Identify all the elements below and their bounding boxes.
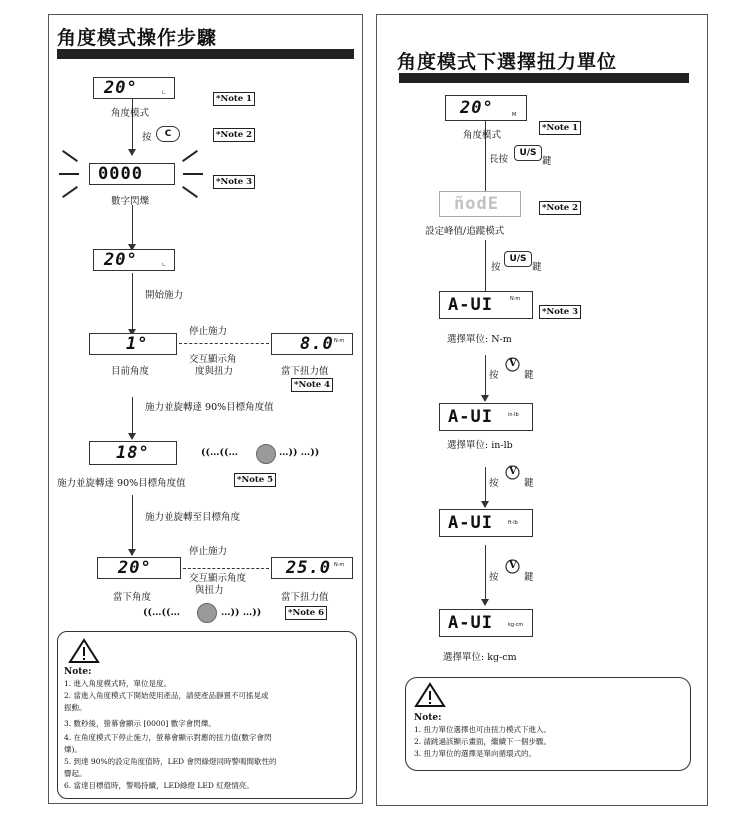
led-light-icon xyxy=(256,444,276,464)
left-panel-angle-mode-steps xyxy=(48,14,363,804)
lcd-digits: 20° xyxy=(118,558,152,578)
note-line: 響起。 xyxy=(64,769,87,778)
right-title: 角度模式下選擇扭力單位 xyxy=(397,51,618,73)
long-press-label: 長按 xyxy=(489,154,509,165)
label-angle-mode: 角度模式 xyxy=(111,108,150,119)
note-line: 1. 扭力單位選擇也可由扭力模式下進入。 xyxy=(414,725,552,734)
flash-ray-icon xyxy=(59,173,79,175)
warning-icon xyxy=(414,682,446,708)
lcd-digits: A-UI xyxy=(448,513,493,533)
flash-ray-icon xyxy=(183,173,203,175)
label-now-angle: 當下角度 xyxy=(113,592,152,603)
lcd-unit-kgcm xyxy=(439,609,533,637)
lcd-unit-inlb xyxy=(439,403,533,431)
note-line: 爍)。 xyxy=(64,745,82,754)
arrow-down-icon xyxy=(128,149,136,156)
lcd-unit: kg·cm xyxy=(508,622,524,628)
label-inlb: 選擇單位: in-lb xyxy=(447,440,513,451)
lcd-digits: 0000 xyxy=(98,164,143,184)
label-flash: 數字閃爍 xyxy=(111,196,150,207)
lcd-digits: 20° xyxy=(460,98,494,118)
lcd-digits: ñodE xyxy=(454,194,499,214)
note-line: 2. 當進入角度模式下開始使用產品，請使產品靜置不可搖晃或 xyxy=(64,691,269,700)
notes-box xyxy=(57,631,357,799)
label-step-90: 施力並旋轉達 90%目標角度值 xyxy=(145,402,274,413)
flash-ray-icon xyxy=(62,150,78,162)
arrow-down-icon xyxy=(128,549,136,556)
lcd-display-flash xyxy=(89,163,175,185)
lcd-digits: A-UI xyxy=(448,613,493,633)
note-line: 3. 數秒後，螢幕會顯示 [0000] 數字會閃爍。 xyxy=(64,719,216,728)
lcd-digits: 20° xyxy=(104,78,138,98)
flash-ray-icon xyxy=(182,186,198,198)
key-suffix: 鍵 xyxy=(524,478,534,489)
label-kgcm: 選擇單位: kg-cm xyxy=(443,652,517,663)
label-now-torque: 當下扭力值 xyxy=(281,592,329,603)
arrow-down-icon xyxy=(481,501,489,508)
beep-right: …)) …)) xyxy=(279,447,320,458)
note-4: *Note 4 xyxy=(291,378,333,392)
note-line: 4. 在角度模式下停止施力，螢幕會顯示對應的扭力值(數字會閃 xyxy=(64,733,272,742)
arrow-down-icon xyxy=(481,599,489,606)
notes-box xyxy=(405,677,691,771)
note-2: *Note 2 xyxy=(539,201,581,215)
label-alternate-2: 度與扭力 xyxy=(195,366,234,377)
alternate-arrow xyxy=(183,568,269,569)
label-current-torque: 當下扭力值 xyxy=(281,366,329,377)
flow-line xyxy=(132,397,133,437)
flash-ray-icon xyxy=(182,150,198,162)
left-title: 角度模式操作步驟 xyxy=(57,27,218,49)
beep-left-2: ((…((… xyxy=(143,607,180,618)
arrow-down-icon xyxy=(481,395,489,402)
lcd-18-degree xyxy=(89,441,177,465)
lcd-unit: ft·lb xyxy=(508,520,518,526)
key-suffix: 鍵 xyxy=(524,370,534,381)
note-line: 6. 當達目標值時，警鳴持續，LED綠燈 LED 紅燈情亮。 xyxy=(64,781,254,790)
lcd-unit: in·lb xyxy=(508,412,519,418)
notes-title: Note: xyxy=(414,713,442,723)
label-step-target: 施力並旋轉至目標角度 xyxy=(145,512,241,523)
note-3: *Note 3 xyxy=(213,175,255,189)
note-line: 2. 請跳過該顯示畫面，繼續下一個步驟。 xyxy=(414,737,552,746)
note-line: 3. 扭力單位的選擇是單向循環式的。 xyxy=(414,749,537,758)
title-bar xyxy=(57,49,354,59)
label-angle-mode: 角度模式 xyxy=(463,130,502,141)
note-line: 5. 到達 90%的設定角度值時，LED 會閃綠燈同時警鳴間歇性的 xyxy=(64,757,277,766)
label-nm: 選擇單位: N-m xyxy=(447,334,512,345)
label-alternate-2b: 與扭力 xyxy=(195,585,224,596)
key-v-label: V xyxy=(509,560,517,571)
press-label: 按 xyxy=(489,572,499,583)
label-alternate-2a: 交互顯示角度 xyxy=(189,573,247,584)
key-v-label: V xyxy=(509,466,517,477)
lcd-unit: ∟ xyxy=(162,262,167,268)
lcd-mode-display xyxy=(439,191,521,217)
flow-line xyxy=(485,545,486,605)
lcd-unit: N·m xyxy=(510,296,521,302)
label-alternate: 交互顯示角 xyxy=(189,354,237,365)
note-line: 振動。 xyxy=(64,703,87,712)
press-label: 按 xyxy=(489,370,499,381)
right-panel-unit-selection xyxy=(376,14,708,806)
flow-line xyxy=(485,355,486,400)
lcd-unit-nm xyxy=(439,291,533,319)
beep-left: ((…((… xyxy=(201,447,238,458)
lcd-display xyxy=(445,95,527,121)
lcd-digits: 20° xyxy=(104,250,138,270)
key-c: C xyxy=(156,126,180,142)
label-apply-force: 開始施力 xyxy=(145,290,184,301)
lcd-unit-ftlb xyxy=(439,509,533,537)
note-3: *Note 3 xyxy=(539,305,581,319)
flow-line xyxy=(132,273,133,335)
lcd-display xyxy=(93,77,175,99)
label-peak-track: 設定峰值/追蹤模式 xyxy=(425,226,505,237)
key-us: U/S xyxy=(504,251,532,267)
lcd-digits: 25.0 xyxy=(286,558,331,578)
lcd-unit: N·m xyxy=(334,562,345,568)
beep-right-2: …)) …)) xyxy=(221,607,262,618)
press-label: 按 xyxy=(142,132,152,143)
lcd-torque xyxy=(271,333,353,355)
lcd-unit: M xyxy=(512,112,517,118)
led-light-icon xyxy=(197,603,217,623)
key-v-label: V xyxy=(509,358,517,369)
note-line: 1. 進入角度模式時，單位是度。 xyxy=(64,679,172,688)
key-suffix: 鍵 xyxy=(542,156,552,167)
note-6: *Note 6 xyxy=(285,606,327,620)
lcd-current-angle xyxy=(89,333,177,355)
key-us: U/S xyxy=(514,145,542,161)
flow-line xyxy=(132,495,133,555)
key-suffix: 鍵 xyxy=(532,262,542,273)
key-suffix: 鍵 xyxy=(524,572,534,583)
label-stop-force-2: 停止施力 xyxy=(189,546,228,557)
lcd-digits: 18° xyxy=(116,443,150,463)
note-1: *Note 1 xyxy=(213,92,255,106)
press-label: 按 xyxy=(491,262,501,273)
lcd-digits: 8.0 xyxy=(300,334,334,354)
lcd-unit: N·m xyxy=(334,338,345,344)
press-label: 按 xyxy=(489,478,499,489)
alternate-arrow xyxy=(179,343,269,344)
warning-icon xyxy=(68,638,100,664)
lcd-display xyxy=(93,249,175,271)
title-bar xyxy=(399,73,689,83)
lcd-torque-25 xyxy=(271,557,353,579)
notes-title: Note: xyxy=(64,667,92,677)
label-current-angle: 目前角度 xyxy=(111,366,150,377)
lcd-digits: A-UI xyxy=(448,407,493,427)
note-2: *Note 2 xyxy=(213,128,255,142)
lcd-20-degree xyxy=(97,557,181,579)
note-5: *Note 5 xyxy=(234,473,276,487)
arrow-down-icon xyxy=(128,433,136,440)
lcd-unit: ∟ xyxy=(162,90,167,96)
flash-ray-icon xyxy=(62,186,78,198)
lcd-digits: 1° xyxy=(126,334,149,354)
note-1: *Note 1 xyxy=(539,121,581,135)
label-reach-90: 施力並旋轉達 90%目標角度值 xyxy=(57,478,186,489)
label-stop-force: 停止施力 xyxy=(189,326,228,337)
lcd-digits: A-UI xyxy=(448,295,493,315)
